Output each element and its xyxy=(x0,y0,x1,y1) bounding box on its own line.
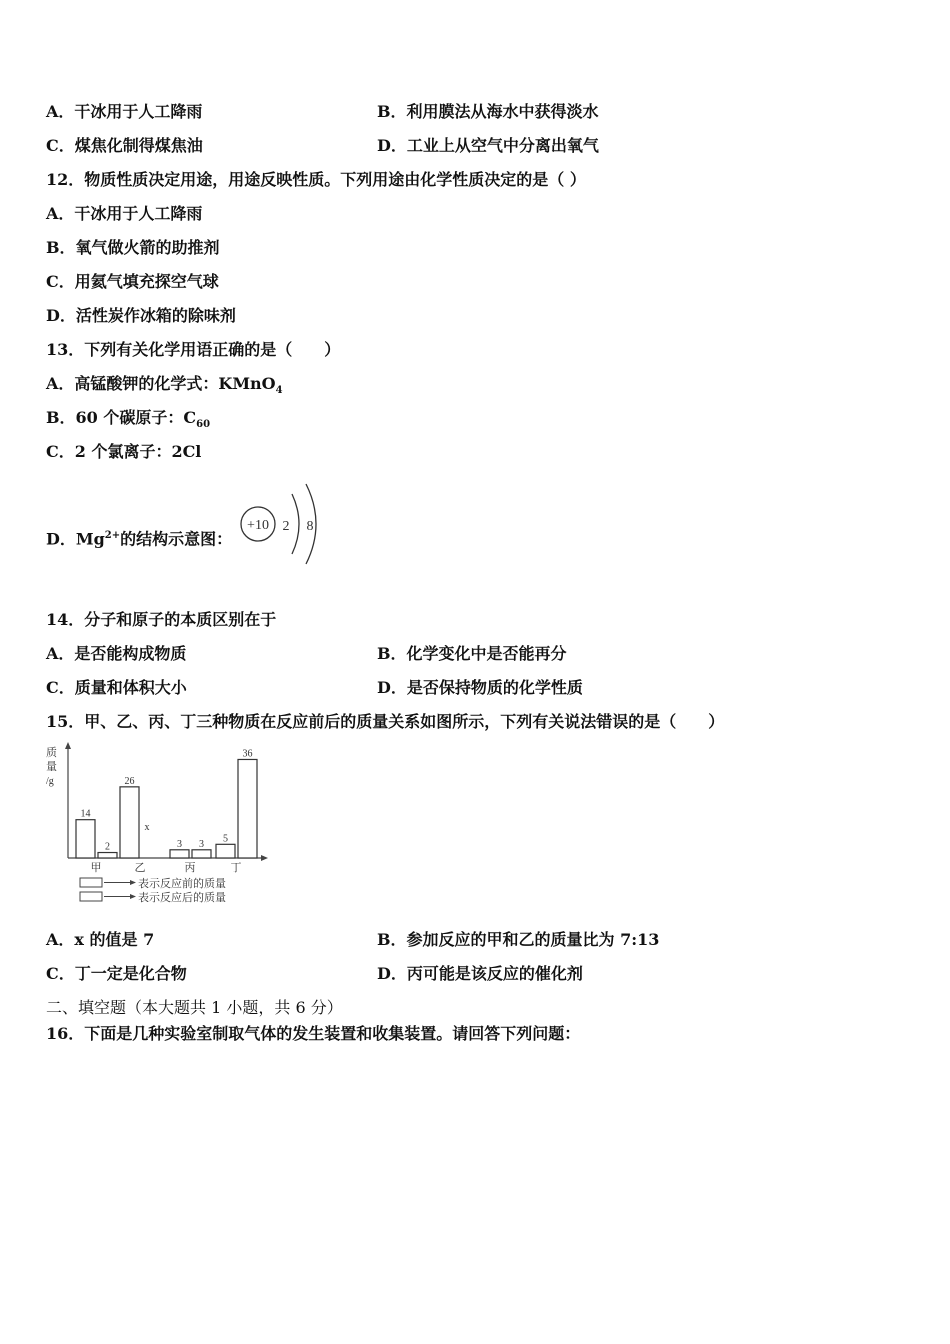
q12-option-b: B．氧气做火箭的助推剂 xyxy=(46,238,220,257)
q11-option-d: D．工业上从空气中分离出氧气 xyxy=(377,136,599,155)
q12-option-a: A．干冰用于人工降雨 xyxy=(46,204,203,223)
legend-arrowhead-after xyxy=(130,894,136,899)
y-axis-label-line2: 量 xyxy=(46,761,57,773)
q15-option-a: A．x 的值是 7 xyxy=(46,930,155,949)
q13-option-b-text: B．60 个碳原子：C xyxy=(46,408,197,427)
bar-丙-after xyxy=(192,850,211,858)
bar-丙-before xyxy=(170,850,189,858)
legend-label-after: 表示反应后的质量 xyxy=(138,892,226,904)
q14-option-b: B．化学变化中是否能再分 xyxy=(377,644,567,663)
q13-option-d-text: D．Mg xyxy=(46,529,105,549)
category-label-乙: 乙 xyxy=(134,862,146,874)
bar-乙-before xyxy=(120,787,139,858)
q14-option-c: C．质量和体积大小 xyxy=(46,678,187,697)
bars-group xyxy=(76,748,257,858)
bar-丁-after xyxy=(238,759,257,858)
q16-stem: 16．下面是几种实验室制取气体的发生装置和收集装置。请回答下列问题： xyxy=(46,1024,581,1043)
q13-option-a-subscript: 4 xyxy=(275,385,283,397)
bar-甲-after xyxy=(98,853,117,858)
q13-option-d xyxy=(46,526,232,549)
ion-structure-diagram xyxy=(234,480,324,570)
section-heading: 二、填空题（本大题共 1 小题，共 6 分） xyxy=(46,998,343,1017)
q12-option-d: D．活性炭作冰箱的除味剂 xyxy=(46,306,236,325)
bar-label-丁-after: 36 xyxy=(242,748,253,760)
q13-option-d-tail: 的结构示意图： xyxy=(120,529,233,549)
mass-bar-chart xyxy=(40,740,280,910)
bar-丁-before xyxy=(216,844,235,858)
legend-label-before: 表示反应前的质量 xyxy=(138,878,226,890)
q13-option-a-text: A．高锰酸钾的化学式：KMnO xyxy=(46,374,276,393)
bar-label-乙-before: 26 xyxy=(124,775,135,787)
bar-label-甲-before: 14 xyxy=(80,808,91,820)
shell-electrons-1: 2 xyxy=(282,519,290,534)
q14-option-a: A．是否能构成物质 xyxy=(46,644,187,663)
bar-label-乙-unknown: x xyxy=(144,822,150,833)
q13-option-b xyxy=(46,408,210,435)
q15-option-d: D．丙可能是该反应的催化剂 xyxy=(377,964,583,983)
q12-stem: 12．物质性质决定用途，用途反映性质。下列用途由化学性质决定的是（ ） xyxy=(46,170,586,189)
electron-shell-arc-1 xyxy=(292,494,299,554)
q13-option-b-subscript: 60 xyxy=(196,419,211,431)
category-label-丁: 丁 xyxy=(230,862,242,874)
bar-label-丙-before: 3 xyxy=(177,838,182,850)
q15-option-b: B．参加反应的甲和乙的质量比为 7:13 xyxy=(377,930,660,949)
legend-arrowhead-before xyxy=(130,880,136,885)
q12-option-c: C．用氦气填充探空气球 xyxy=(46,272,219,291)
q15-option-c: C．丁一定是化合物 xyxy=(46,964,187,983)
q14-option-d: D．是否保持物质的化学性质 xyxy=(377,678,583,697)
q13-option-c: C．2 个氯离子：2Cl xyxy=(46,442,202,461)
legend-swatch-before xyxy=(80,878,102,887)
bar-甲-before xyxy=(76,820,95,858)
bar-label-丙-after: 3 xyxy=(199,838,204,850)
q15-stem: 15．甲、乙、丙、丁三种物质在反应前后的质量关系如图所示，下列有关说法错误的是（ ） xyxy=(46,712,725,731)
q13-option-d-superscript: 2+ xyxy=(104,530,121,541)
nucleus-charge-label: +10 xyxy=(247,518,269,533)
q11-option-a: A．干冰用于人工降雨 xyxy=(46,102,203,121)
q13-option-a xyxy=(46,374,283,401)
bar-label-丁-before: 5 xyxy=(223,833,228,845)
y-axis-label-line1: 质 xyxy=(46,747,57,759)
q11-option-c: C．煤焦化制得煤焦油 xyxy=(46,136,203,155)
q14-stem: 14．分子和原子的本质区别在于 xyxy=(46,610,277,629)
legend-swatch-after xyxy=(80,892,102,901)
shell-electrons-2: 8 xyxy=(306,519,314,534)
category-label-甲: 甲 xyxy=(90,862,102,874)
y-axis-arrow xyxy=(65,742,71,749)
x-axis-arrow xyxy=(261,855,268,861)
q11-option-b: B．利用膜法从海水中获得淡水 xyxy=(377,102,599,121)
category-label-丙: 丙 xyxy=(184,862,196,874)
y-axis-label-line3: /g xyxy=(46,776,54,787)
bar-label-甲-after: 2 xyxy=(105,841,110,853)
q13-stem: 13．下列有关化学用语正确的是（ ） xyxy=(46,340,341,359)
category-labels xyxy=(91,861,242,874)
